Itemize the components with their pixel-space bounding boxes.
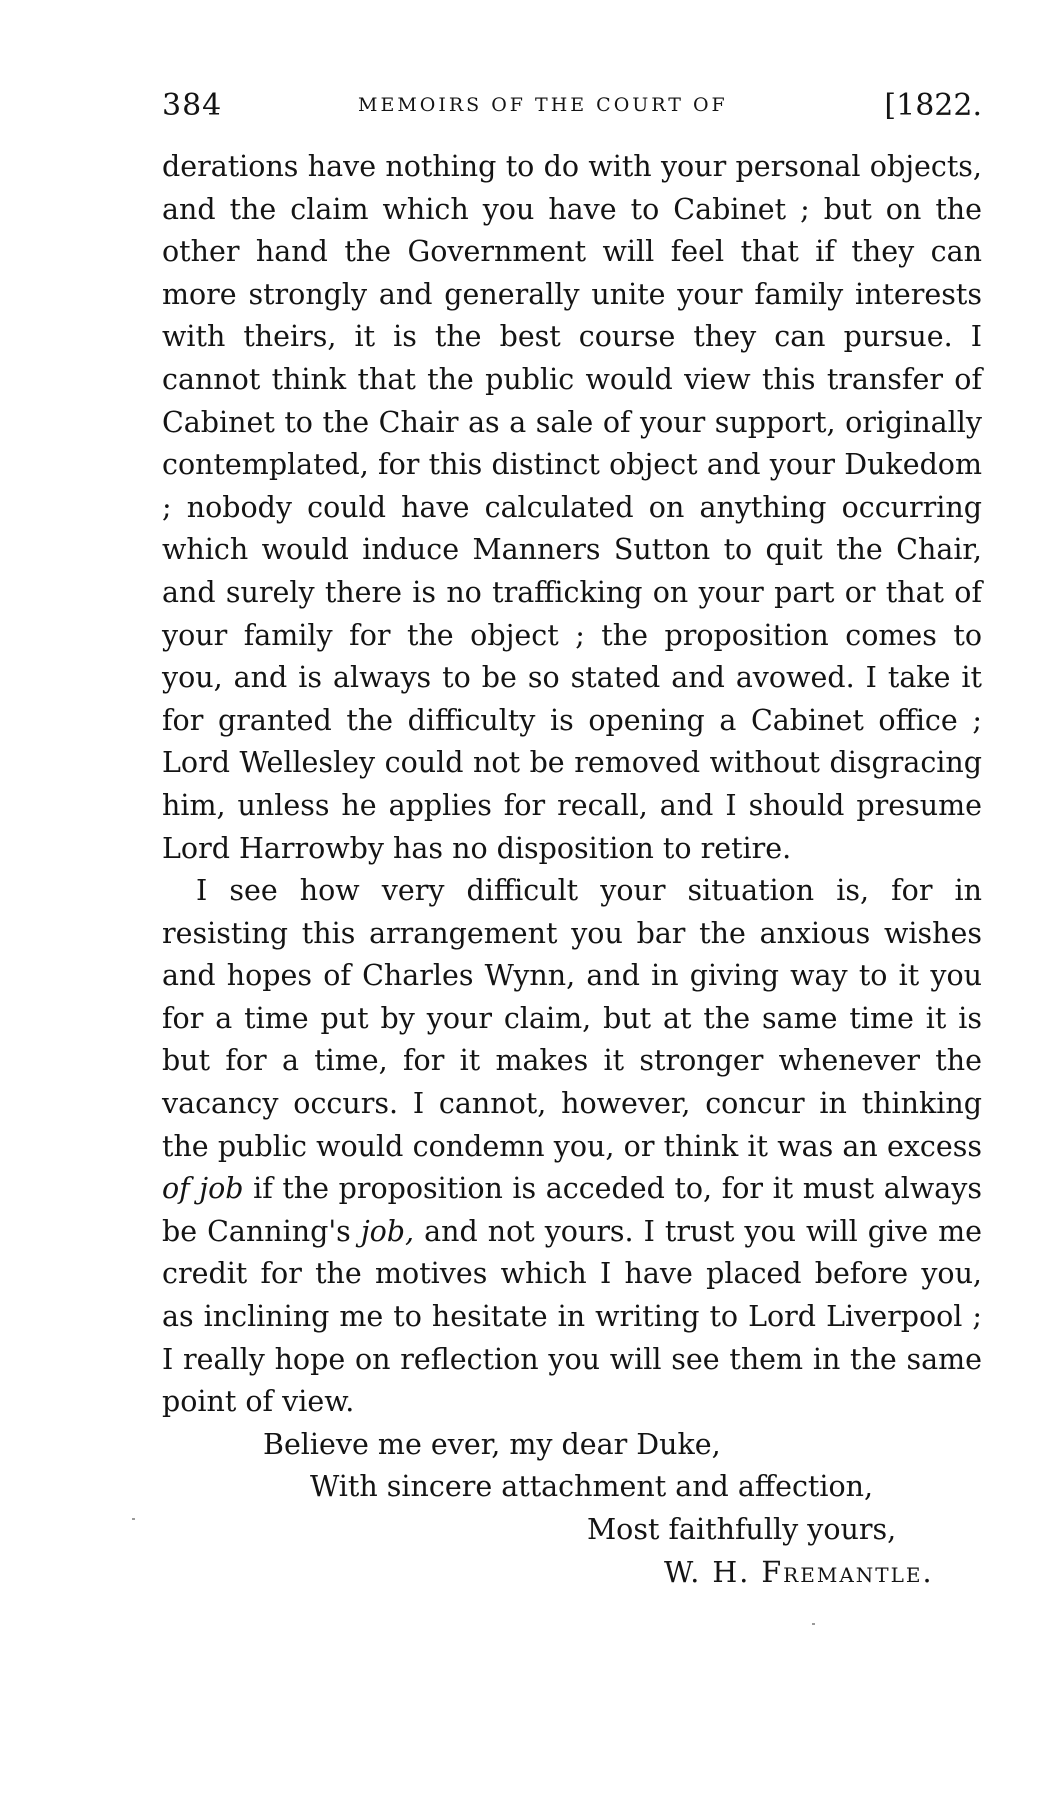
page-header xyxy=(162,88,982,128)
body-text xyxy=(162,146,982,1594)
paper-speck xyxy=(812,1623,815,1625)
signature-text: W. H. Fremantle. xyxy=(664,1555,934,1589)
paragraph-1: derations have nothing to do with your personal objects, and the claim which you have to Cabinet ; but on the other hand the Government will feel that if they can more strongly and generally unite your family interests with theirs, it is the best course they can pursue. I cannot think that the public would view this transfer of Cabinet to the Chair as a sale of your support, originally contemplated, for this distinct object and your Dukedom ; nobody could have calculated on anything occurring which would induce Manners Sutton to quit the Chair, and surely there is no trafficking on your part or that of your family for the object ; the proposition comes to you, and is always to be so stated and avowed. I take it for granted the difficulty is opening a Cabinet office ; Lord Wellesley could not be removed without disgracing him, unless he applies for recall, and I should presume Lord Harrowby has no disposition to retire. xyxy=(162,150,982,865)
closing-line-3: Most faithfully yours, xyxy=(587,1513,897,1546)
closing-line-1: Believe me ever, my dear Duke, xyxy=(263,1427,721,1461)
paragraph-2-part-b: if the proposition is acceded to, for it must always be Canning's xyxy=(162,1172,982,1248)
closing-line-2: With sincere attachment and affection, xyxy=(310,1470,874,1504)
running-title: MEMOIRS OF THE COURT OF xyxy=(358,94,728,116)
italic-of-job: of job xyxy=(162,1172,244,1206)
paragraph-2-part-c: and not yours. I trust you will give me credit for the motives which I have placed before you, as inclining me to hesitate in writing to Lord Liverpool ; I really hope on reflection you will see them in the same point of view. xyxy=(162,1214,982,1419)
header-year: [1822. xyxy=(884,88,982,123)
paper-speck xyxy=(132,1518,135,1520)
paragraph-2 xyxy=(162,870,982,1424)
paragraph-2-part-a: I see how very difficult your situation is, for in resisting this arrangement you bar the anxious wishes and hopes of Charles Wynn, and in giving way to it you for a time put by your claim, but at the same time it is but for a time, for it makes it stronger whenever the vacancy occurs. I cannot, however, concur in thinking the public would condemn you, or think it was an excess xyxy=(162,874,982,1163)
page-number: 384 xyxy=(162,88,223,123)
signature xyxy=(162,1552,982,1595)
italic-job: job, xyxy=(360,1214,415,1248)
